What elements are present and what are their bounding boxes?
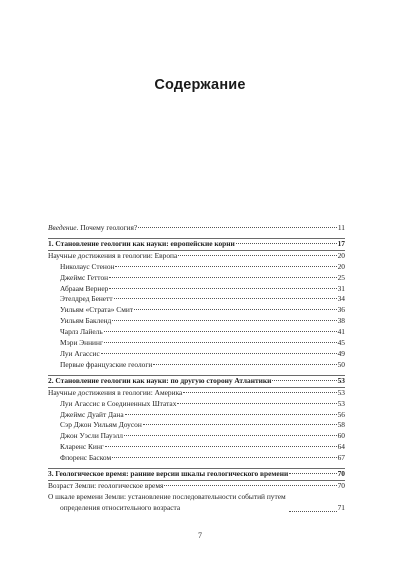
toc-subsection[interactable] <box>48 442 345 453</box>
toc-entry-label: Мэри Эннинг <box>60 338 103 348</box>
leader-dots <box>115 266 336 267</box>
toc-page-number: 20 <box>337 250 345 260</box>
toc-subsection[interactable] <box>48 360 345 371</box>
toc-page-number: 11 <box>337 223 345 232</box>
leader-dots <box>134 309 337 310</box>
toc-subsection[interactable] <box>48 349 345 360</box>
toc-page-number: 60 <box>337 431 345 441</box>
toc-page-number: 34 <box>337 294 345 304</box>
toc-subsection[interactable] <box>48 410 345 421</box>
toc-page-number: 45 <box>337 338 345 348</box>
leader-dots <box>138 227 337 228</box>
toc-subsection[interactable] <box>48 399 345 410</box>
toc-subsection[interactable] <box>48 327 345 338</box>
toc-page-number: 58 <box>337 420 345 430</box>
toc-page-number: 53 <box>337 375 345 385</box>
toc-page-number: 64 <box>337 442 345 452</box>
toc-page-number: 36 <box>337 305 345 315</box>
leader-dots <box>114 298 337 299</box>
toc-section[interactable]: Научные достижения в геологии: Америка 53 <box>48 387 345 397</box>
toc-subsection[interactable] <box>48 420 345 431</box>
leader-dots <box>153 364 336 365</box>
toc-entry-label: Николаус Стенон <box>60 261 115 271</box>
toc-subsection[interactable] <box>48 453 345 464</box>
toc-entry-intro[interactable] <box>48 223 345 234</box>
leader-dots <box>164 485 336 486</box>
toc-page-number: 53 <box>337 398 345 408</box>
leader-dots <box>109 288 336 289</box>
toc-entry-label: Введение. Почему геология? <box>48 223 138 232</box>
leader-dots <box>105 446 337 447</box>
leader-dots <box>112 457 336 458</box>
leader-dots <box>289 473 336 474</box>
leader-dots <box>183 392 336 393</box>
toc-subsection[interactable] <box>48 338 345 349</box>
toc-entry-label: Луи Агассис <box>60 348 100 358</box>
leader-dots <box>272 380 336 381</box>
toc-entry-label: Абраам Вернер <box>60 283 109 293</box>
toc-subsection[interactable] <box>48 316 345 327</box>
page-number: 7 <box>198 531 202 540</box>
toc-entry-label: Уильям «Страта» Смит <box>60 305 134 315</box>
toc-entry-label: Джеймс Геттон <box>60 272 109 282</box>
toc-subsection[interactable] <box>48 431 345 442</box>
toc-page-number: 56 <box>337 409 345 419</box>
toc-entry-label: Луи Агассис в Соединенных Штатах <box>60 398 177 408</box>
toc-page-number: 41 <box>337 327 345 337</box>
chapter-title: 3. Геологическое время: ранние версии шкалы геологического времени <box>48 469 289 479</box>
toc-subsection[interactable] <box>48 284 345 295</box>
toc-page-number: 70 <box>337 480 345 490</box>
toc-entry-label: Первые французские геологи <box>60 359 153 369</box>
chapter-title: 1. Становление геологии как науки: европейские корни <box>48 238 235 248</box>
toc-section[interactable]: Научные достижения в геологии: Европа 20 <box>48 250 345 260</box>
page-title: Содержание <box>154 77 246 93</box>
toc-page-number: 71 <box>337 502 345 512</box>
table-of-contents <box>48 223 345 514</box>
chapter-title: 2. Становление геологии как науки: по другую сторону Атлантики <box>48 375 272 385</box>
toc-entry-label: Уильям Бакленд <box>60 316 112 326</box>
toc-entry-label: Джеймс Дуайт Дана <box>60 409 124 419</box>
toc-entry-label: Кларенс Кинг <box>60 442 104 452</box>
toc-subsection[interactable] <box>48 262 345 273</box>
toc-chapter-1[interactable] <box>48 239 345 250</box>
toc-page-number: 31 <box>337 283 345 293</box>
leader-dots <box>125 414 337 415</box>
leader-dots <box>124 435 337 436</box>
toc-entry-label: Джон Уэсли Пауэлл <box>60 431 123 441</box>
leader-dots <box>178 255 336 256</box>
toc-subsection[interactable] <box>48 305 345 316</box>
toc-chapter-3[interactable] <box>48 469 345 480</box>
toc-page-number: 53 <box>337 387 345 397</box>
toc-chapter-2[interactable] <box>48 376 345 387</box>
toc-page-number: 50 <box>337 359 345 369</box>
toc-entry-label: Чарлз Лайель <box>60 327 103 337</box>
toc-page-number: 25 <box>337 272 345 282</box>
toc-section[interactable]: Возраст Земли: геологическое время 70 <box>48 480 345 490</box>
leader-dots <box>104 331 337 332</box>
toc-page-number: 38 <box>337 316 345 326</box>
toc-page-number: 70 <box>337 469 345 479</box>
leader-dots <box>109 277 337 278</box>
toc-page-number: 17 <box>337 238 345 248</box>
leader-dots <box>143 424 337 425</box>
toc-page-number: 49 <box>337 348 345 358</box>
toc-page-number: 20 <box>337 261 345 271</box>
toc-subsection[interactable] <box>48 294 345 305</box>
toc-subsection[interactable] <box>48 273 345 284</box>
leader-dots <box>101 353 337 354</box>
toc-entry-label: Этелдред Бенетт <box>60 294 113 304</box>
leader-dots <box>112 320 336 321</box>
toc-entry-label: Флоренс Баском <box>60 453 112 463</box>
leader-dots <box>104 342 337 343</box>
toc-entry-label: Сэр Джон Уильям Доусон <box>60 420 142 430</box>
toc-section[interactable]: О шкале времени Земли: установление последовательности событий путем определения относительного возраста 71 <box>48 491 345 512</box>
leader-dots <box>236 243 337 244</box>
leader-dots <box>289 511 337 512</box>
toc-page-number: 67 <box>337 453 345 463</box>
leader-dots <box>177 403 336 404</box>
